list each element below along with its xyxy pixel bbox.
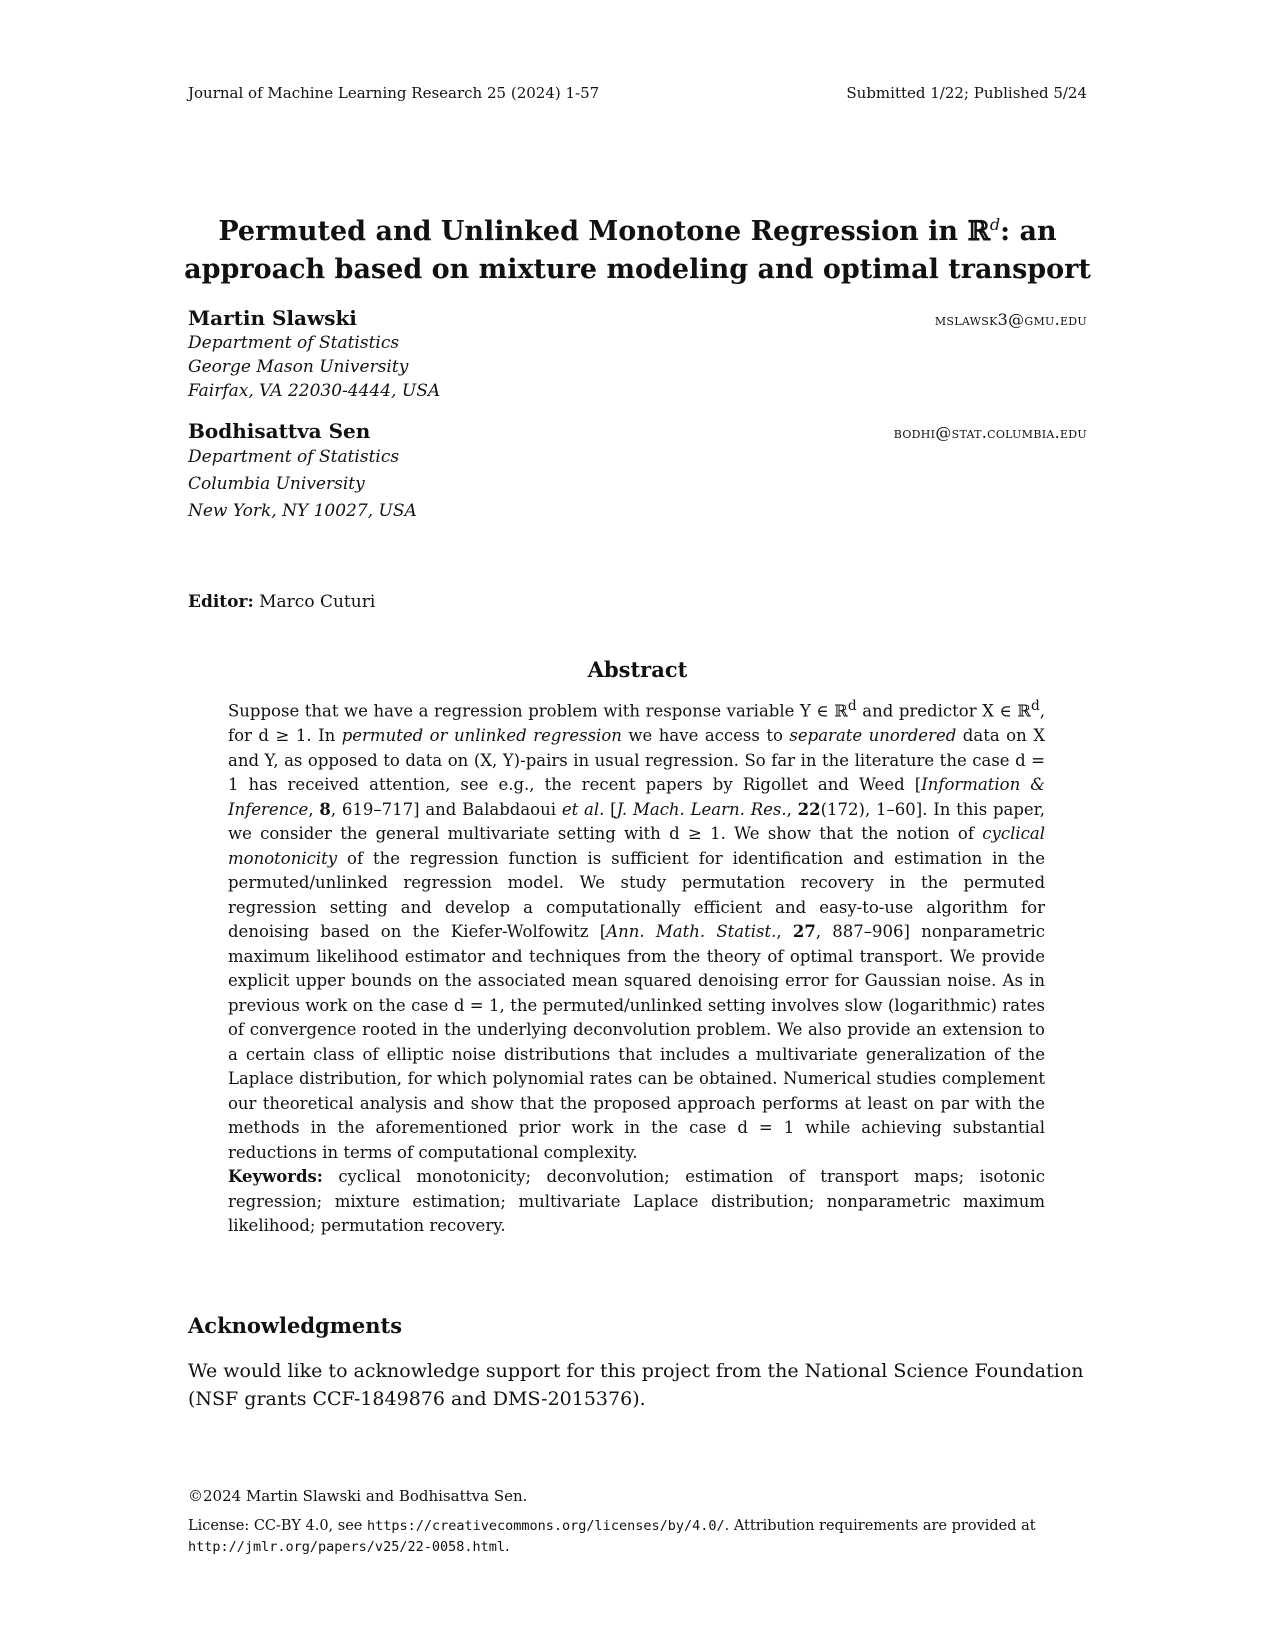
abstract-body — [228, 694, 1045, 1239]
abstract-bold: 8 — [319, 799, 331, 819]
license-link[interactable]: https://creativecommons.org/licenses/by/4.0/ — [366, 1518, 725, 1534]
title-line2: approach based on mixture modeling and optimal transport — [184, 254, 1091, 285]
abstract-text: [ — [604, 799, 617, 819]
author-name: Bodhisattva Sen — [188, 419, 371, 443]
title-line1-post: : an — [1000, 216, 1057, 247]
license-text: . Attribution requirements are provided at — [724, 1518, 1036, 1534]
abstract-emph: Ann. Math. Statist. — [606, 922, 777, 941]
abstract-text: Suppose that we have a regression problem with response variable Y ∈ ℝ — [228, 701, 848, 721]
abstract-heading: Abstract — [587, 657, 688, 682]
author-email[interactable]: bodhi@stat.columbia.edu — [893, 423, 1087, 442]
license-text: . — [504, 1539, 510, 1555]
keywords-text: cyclical monotonicity; deconvolution; estimation of transport maps; isotonic regression; mixture estimation; multivariate Laplace distribution; nonparametric maximum likelihood; permutation recovery. — [228, 1167, 1045, 1235]
abstract-emph: permuted or unlinked regression — [341, 726, 622, 745]
affiliation-line: Department of Statistics — [188, 333, 400, 353]
abstract-text: (172), 1–60]. In this paper, we consider the general multivariate setting with d ≥ 1. We show that the notion of — [228, 799, 1046, 843]
abstract-emph: cyclical monotonicity — [228, 824, 1045, 868]
affiliation-line: Columbia University — [188, 474, 365, 494]
abstract-emph: et al. — [561, 799, 605, 819]
acknowledgments-heading: Acknowledgments — [188, 1313, 403, 1338]
editor-line — [188, 592, 375, 612]
abstract-text: , for d ≥ 1. In — [228, 701, 1045, 745]
keywords-label: Keywords: — [228, 1167, 323, 1186]
abstract-bold: 22 — [797, 799, 821, 819]
abstract-text: , 887–906] nonparametric maximum likelihood estimator and techniques from the theory of optimal transport. We provide explicit upper bounds on the associated mean squared denoising error for Gaussian noise. As in previous work on the case d = 1, the permuted/unlinked setting involves slow (logarithmic) rates of convergence rooted in the underlying deconvolution problem. We also provide an extension to a certain class of elliptic noise distributions that includes a multivariate generalization of the Laplace distribution, for which polynomial rates can be obtained. Numerical studies complement our theoretical analysis and show that the proposed approach performs at least on par with the methods in the aforementioned prior work in the case d = 1 while achieving substantial reductions in terms of computational complexity. — [228, 922, 1045, 1162]
abstract-emph: separate unordered — [789, 726, 957, 745]
abstract-bold: 27 — [792, 922, 816, 941]
editor-label: Editor: — [188, 592, 254, 612]
copyright-notice: ©2024 Martin Slawski and Bodhisattva Sen. — [188, 1487, 528, 1505]
submission-dates: Submitted 1/22; Published 5/24 — [846, 84, 1087, 102]
abstract-text: , — [308, 799, 320, 819]
paper-link[interactable]: http://jmlr.org/papers/v25/22-0058.html — [188, 1539, 505, 1555]
title-sup: d — [989, 215, 1001, 234]
journal-header: Journal of Machine Learning Research 25 (2024) 1-57 — [188, 84, 600, 102]
affiliation-line: George Mason University — [188, 357, 409, 377]
author-email[interactable]: mslawsk3@gmu.edu — [934, 310, 1087, 329]
abstract-text: of the regression function is sufficient for identification and estimation in the permuted/unlinked regression model. We study permutation recovery in the permuted regression setting and develop a computationally efficient and easy-to-use algorithm for denoising based on the Kiefer-Wolfowitz [ — [228, 848, 1045, 941]
title-line1-pre: Permuted and Unlinked Monotone Regression in ℝ — [218, 216, 990, 247]
abstract-text: data on X and Y, as opposed to data on (X, Y)-pairs in usual regression. So far in the literature the case d = 1 has received attention, see e.g., the recent papers by Rigollet and Weed [ — [228, 726, 1045, 794]
license-notice — [188, 1516, 1088, 1558]
license-text: License: CC-BY 4.0, see — [188, 1518, 367, 1534]
affiliation-line: Department of Statistics — [188, 447, 400, 467]
abstract-emph: J. Mach. Learn. Res. — [616, 799, 787, 819]
abstract-text: we have access to — [621, 726, 790, 745]
abstract-text: , — [786, 799, 798, 819]
author-name: Martin Slawski — [188, 306, 357, 330]
abstract-sup: d — [847, 698, 857, 714]
abstract-text: , — [776, 922, 793, 941]
author-affiliation — [188, 444, 417, 525]
abstract-emph: Information & Inference — [228, 775, 1045, 819]
author-affiliation — [188, 331, 440, 403]
abstract-sup: d — [1030, 698, 1040, 714]
affiliation-line: Fairfax, VA 22030-4444, USA — [188, 381, 441, 401]
paper-title — [180, 206, 1095, 289]
abstract-text: , 619–717] and Balabdaoui — [330, 799, 562, 819]
editor-name: Marco Cuturi — [259, 592, 376, 612]
acknowledgments-text: We would like to acknowledge support for this project from the National Science Foundation (NSF grants CCF-1849876 and DMS-2015376). — [188, 1360, 1084, 1410]
affiliation-line: New York, NY 10027, USA — [188, 501, 417, 521]
abstract-text: and predictor X ∈ ℝ — [856, 701, 1031, 721]
